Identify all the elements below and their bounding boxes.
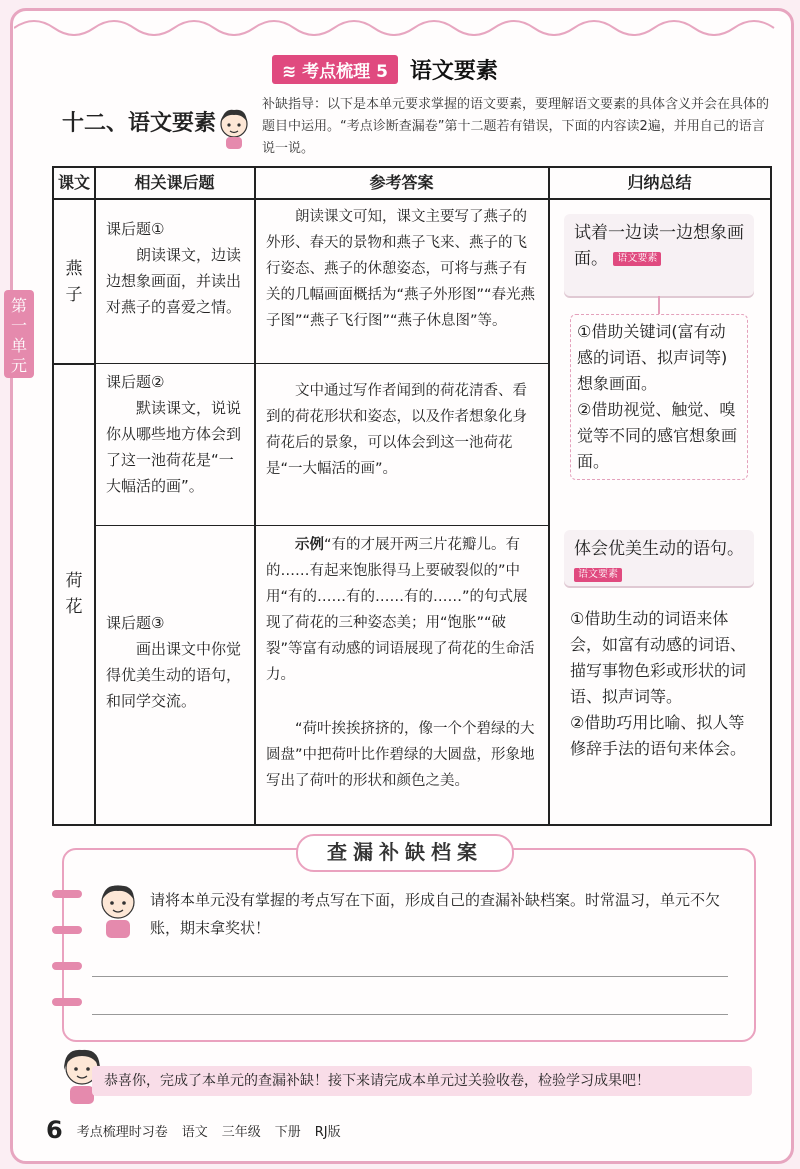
summary-point-1b: ②借助视觉、触觉、嗅觉等不同的感官想象画面。 bbox=[577, 400, 738, 471]
summary-box-1 bbox=[564, 214, 754, 296]
summary-box-2 bbox=[564, 530, 754, 586]
page-number: 6 bbox=[46, 1116, 63, 1144]
decor-bar bbox=[52, 962, 82, 970]
lesson-lotus: 荷花 bbox=[65, 571, 83, 617]
table-header-answers: 参考答案 bbox=[369, 173, 434, 192]
summary-points-1 bbox=[570, 314, 748, 480]
unit-side-tab: 第一单元 bbox=[4, 290, 34, 378]
table-header-questions: 相关课后题 bbox=[134, 173, 215, 192]
writing-line[interactable] bbox=[92, 1014, 728, 1015]
decor-bar bbox=[52, 890, 82, 898]
chinese-element-tag: 语文要素 bbox=[613, 252, 661, 266]
answer-3-para1: “有的才展开两三片花瓣儿。有的……有起来饱胀得马上要破裂似的”中用“有的……有的……有的……”的句式展现了荷花的三种姿态美；用“饱胀”“破裂”等富有动感的词语展现了荷花的生命活力。 bbox=[266, 537, 535, 683]
lesson-swallow: 燕子 bbox=[65, 259, 83, 305]
question-2-text: 默读课文，说说你从哪些地方体会到了这一池荷花是“一大幅活的画”。 bbox=[106, 399, 242, 495]
question-2-title: 课后题② bbox=[106, 373, 165, 391]
table-header-summary: 归纳总结 bbox=[627, 173, 692, 192]
question-1-title: 课后题① bbox=[106, 220, 165, 238]
summary-point-1a: ①借助关键词(富有动感的词语、拟声词等)想象画面。 bbox=[577, 322, 728, 393]
footer-grade: 三年级 bbox=[221, 1124, 261, 1140]
congrats-message: 恭喜你，完成了本单元的查漏补缺！接下来请完成本单元过关验收卷，检验学习成果吧！ bbox=[92, 1066, 752, 1096]
connector-1 bbox=[658, 296, 660, 314]
section-header bbox=[272, 54, 498, 85]
answer-2: 文中通过写作者闻到的荷花清香、看到的荷花形状和姿态，以及作者想象化身荷花后的景象，可以体会到这一池荷花是“一大幅活的画”。 bbox=[266, 383, 527, 477]
section-title: 语文要素 bbox=[409, 59, 498, 84]
tip-text: 补缺指导：以下是本单元要求掌握的语文要素，要理解语文要素的具体含义并会在具体的题目中运用。“考点诊断查漏卷”第十二题若有错误，下面的内容读2遍，并用自己的语言说一说。 bbox=[262, 97, 770, 156]
footer-book: 考点梳理时习卷 bbox=[76, 1124, 168, 1140]
table-header-lesson: 课文 bbox=[57, 173, 90, 192]
decor-bar bbox=[52, 998, 82, 1006]
chinese-element-tag-2: 语文要素 bbox=[574, 568, 622, 582]
question-3-title: 课后题③ bbox=[106, 614, 165, 632]
page-footer bbox=[46, 1116, 341, 1144]
summary-point-2b: ②借助巧用比喻、拟人等修辞手法的语句来体会。 bbox=[570, 713, 747, 758]
summary-box-2-text: 体会优美生动的语句。 bbox=[574, 539, 744, 559]
boy-avatar-icon bbox=[92, 878, 144, 940]
footer-edition: RJ版 bbox=[314, 1124, 341, 1140]
answer-3 bbox=[266, 532, 538, 688]
question-3-text: 画出课文中你觉得优美生动的语句，和同学交流。 bbox=[106, 640, 242, 710]
summary-table bbox=[52, 166, 772, 826]
decor-bar bbox=[52, 926, 82, 934]
summary-points-2 bbox=[564, 602, 760, 766]
section-badge: ≋ 考点梳理 5 bbox=[272, 55, 398, 84]
writing-line[interactable] bbox=[92, 976, 728, 977]
wave-border bbox=[14, 10, 784, 36]
answer-3-para2: “荷叶挨挨挤挤的，像一个个碧绿的大圆盘”中把荷叶比作碧绿的大圆盘，形象地写出了荷叶的形状和颜色之美。 bbox=[266, 721, 535, 789]
archive-box bbox=[62, 848, 756, 1042]
archive-title: 查漏补缺档案 bbox=[296, 834, 514, 872]
answer-1: 朗读课文可知，课文主要写了燕子的外形、春天的景物和燕子飞来、燕子的飞行姿态、燕子的休憩姿态，可将与燕子有关的几幅画面概括为“燕子外形图”“春光燕子图”“燕子飞行图”“燕子休息图”等。 bbox=[266, 209, 536, 329]
footer-subject: 语文 bbox=[181, 1124, 208, 1140]
girl-avatar-icon bbox=[214, 104, 254, 150]
block-title: 十二、语文要素 bbox=[62, 111, 217, 136]
summary-box-1-text: 试着一边读一边想象画面。 bbox=[574, 223, 744, 269]
summary-point-2a: ①借助生动的词语来体会，如富有动感的词语、描写事物色彩或形状的词语、拟声词等。 bbox=[570, 609, 747, 706]
archive-instructions: 请将本单元没有掌握的考点写在下面，形成自己的查漏补缺档案。时常温习，单元不欠账，期末拿奖状！ bbox=[150, 891, 721, 937]
question-1-text: 朗读课文，边读边想象画面，并读出对燕子的喜爱之情。 bbox=[106, 246, 242, 316]
footer-term: 下册 bbox=[274, 1124, 301, 1140]
answer-3-prefix: 示例 bbox=[295, 537, 324, 553]
